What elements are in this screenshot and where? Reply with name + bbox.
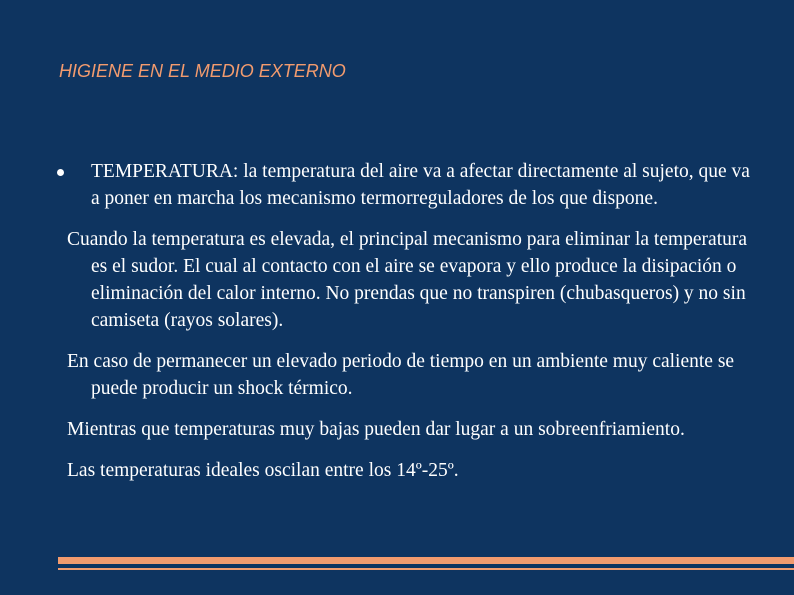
bullet-dot-icon: [57, 169, 64, 176]
bullet-item-temperatura: [67, 158, 757, 212]
accent-bar: [58, 557, 794, 564]
slide-content: [67, 158, 757, 498]
paragraph-temperaturas-ideales: Las temperaturas ideales oscilan entre los 14º-25º.: [67, 460, 459, 481]
slide-title: HIGIENE EN EL MEDIO EXTERNO: [59, 61, 346, 81]
paragraph-sobreenfriamiento: Mientras que temperaturas muy bajas pueden dar lugar a un sobreenfriamiento.: [67, 419, 685, 440]
accent-line: [58, 568, 794, 570]
paragraph-shock-termico: En caso de permanecer un elevado periodo de tiempo en un ambiente muy caliente se puede producir un shock térmico.: [67, 351, 735, 399]
bullet-text: TEMPERATURA: la temperatura del aire va a afectar directamente al sujeto, que va a poner en marcha los mecanismo termorreguladores de los que dispone.: [91, 161, 750, 209]
paragraph-calor: Cuando la temperatura es elevada, el principal mecanismo para eliminar la temperatura es el sudor. El cual al contacto con el aire se evapora y ello produce la disipación o eliminación del calor interno. No prendas que no transpiren (chubasqueros) y no sin camiseta (rayos solares).: [67, 229, 748, 331]
